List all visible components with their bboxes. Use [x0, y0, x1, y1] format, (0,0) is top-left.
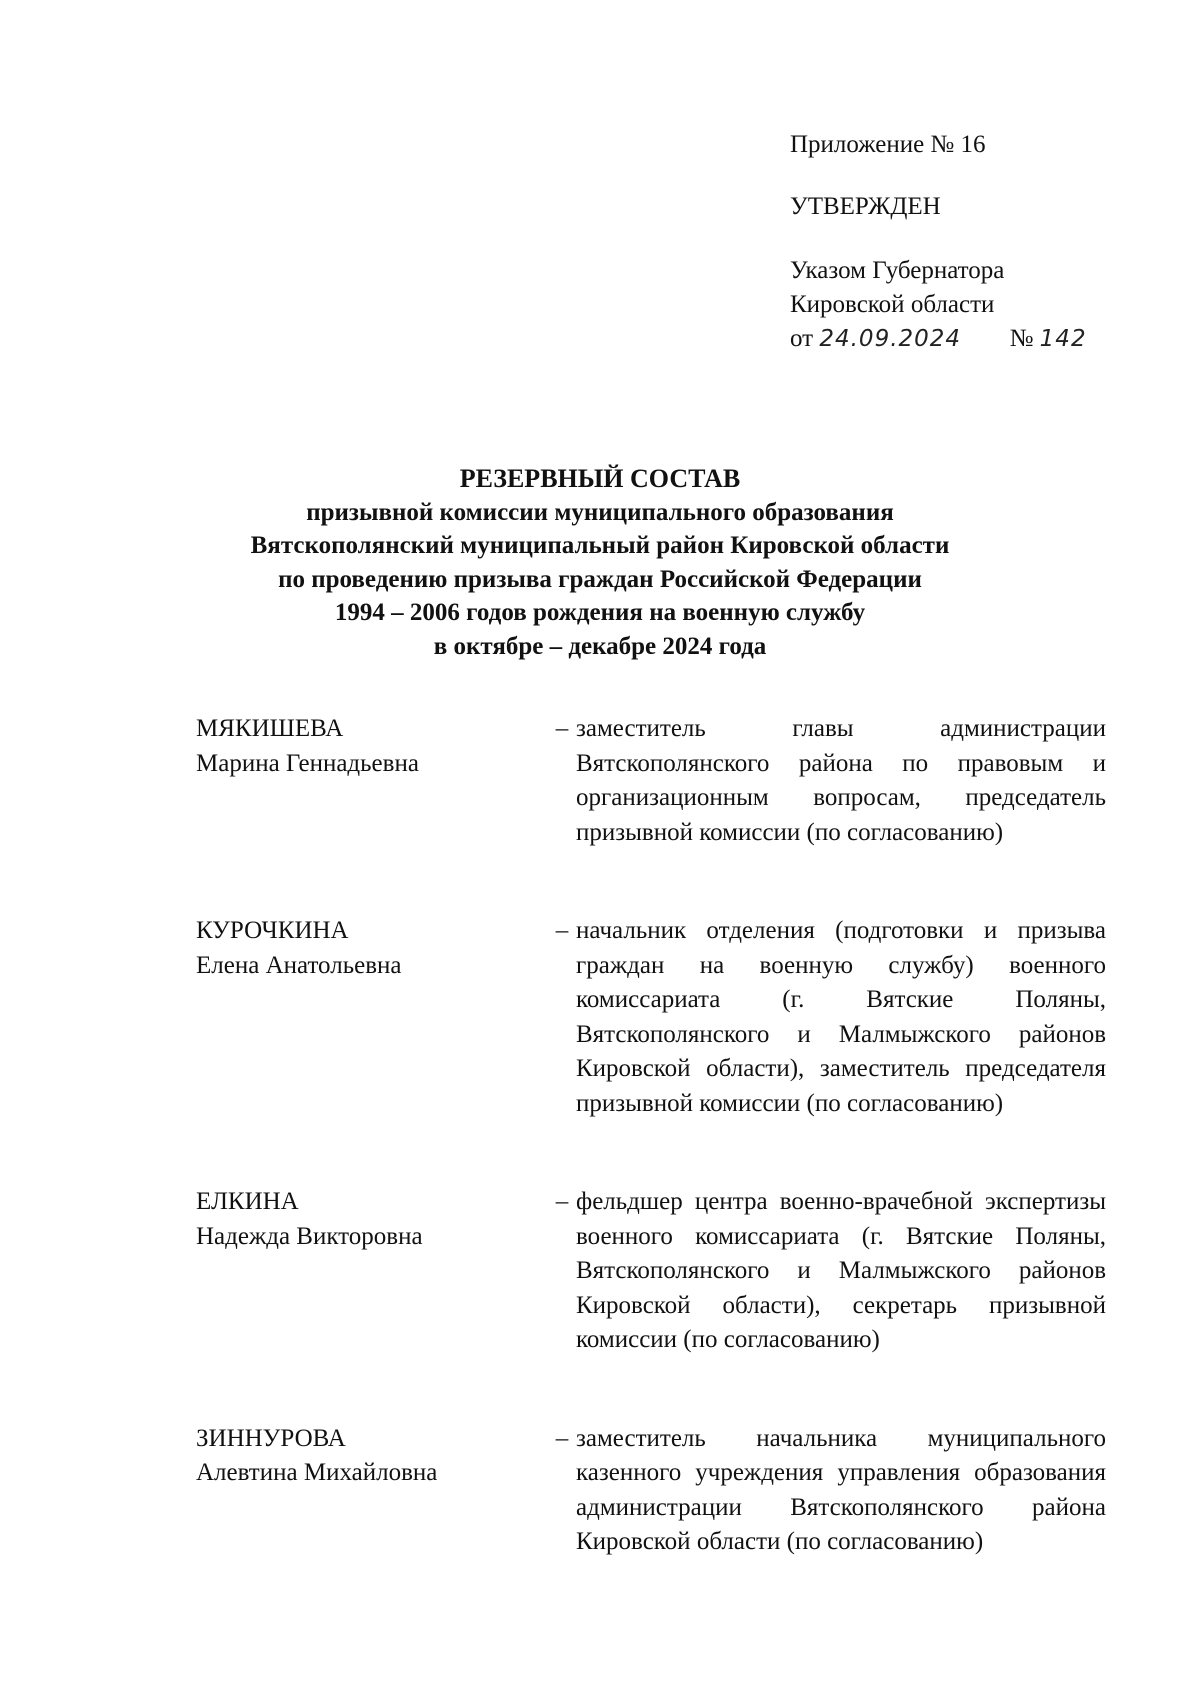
document-title — [150, 462, 1050, 663]
member-dash: – — [555, 1424, 569, 1452]
approval-block — [790, 128, 1170, 356]
member-entry — [196, 1422, 1110, 1560]
member-dash: – — [555, 1188, 569, 1215]
appendix-number: Приложение № 16 — [790, 131, 986, 158]
member-given-names: Марина Геннадьевна — [196, 749, 419, 777]
member-given-names: Елена Анатольевна — [196, 951, 402, 979]
decree-line-1: Указом Губернатора — [790, 257, 1005, 284]
member-dash: – — [555, 715, 569, 742]
number-prefix: № — [1009, 325, 1034, 352]
member-given-names: Надежда Викторовна — [196, 1222, 423, 1250]
title-line-2: Вятскополянский муниципальный район Кировской области — [250, 532, 950, 559]
member-surname: ЕЛКИНА — [196, 1188, 299, 1215]
title-line-1: призывной комиссии муниципального образования — [306, 498, 894, 526]
member-role: начальник отделения (подготовки и призыва граждан на военную службу) военного комиссариата (г. Вятские Поляны, Вятскополянского и Малмыжского районов Кировской области), заместитель председателя призывной комиссии (по согласованию) — [576, 917, 1106, 1117]
member-person — [196, 1185, 548, 1358]
member-person — [196, 914, 548, 1121]
title-line-4: 1994 – 2006 годов рождения на военную службу — [334, 599, 866, 626]
member-surname: ЗИННУРОВА — [196, 1424, 346, 1452]
member-dash: – — [555, 917, 569, 944]
decree-date-line — [790, 322, 1170, 356]
member-role: заместитель начальника муниципального казенного учреждения управления образования администрации Вятскополянского района Кировской области (по согласованию) — [576, 1424, 1106, 1555]
handwritten-number: 142 — [1039, 326, 1087, 352]
member-entry — [196, 914, 1110, 1121]
member-role: заместитель главы администрации Вятскополянского района по правовым и организационным вопросам, председатель призывной комиссии (по согласованию) — [576, 715, 1106, 846]
title-line-5: в октябре – декабре 2024 года — [433, 632, 767, 660]
member-role: фельдшер центра военно-врачебной экспертизы военного комиссариата (г. Вятские Поляны, Вятскополянского и Малмыжского районов Кировской области), секретарь призывной комиссии (по согласованию) — [576, 1188, 1106, 1353]
date-prefix: от — [790, 325, 814, 352]
title-main: РЕЗЕРВНЫЙ СОСТАВ — [459, 464, 741, 493]
members-list — [196, 712, 1110, 1560]
member-entry — [196, 1185, 1110, 1358]
handwritten-date: 24.09.2024 — [819, 326, 962, 352]
member-given-names: Алевтина Михайловна — [196, 1459, 438, 1486]
member-surname: МЯКИШЕВА — [196, 715, 344, 742]
member-person — [196, 1422, 548, 1560]
member-person — [196, 712, 548, 850]
title-line-3: по проведению призыва граждан Российской Федерации — [278, 565, 922, 593]
approved-stamp-text: УТВЕРЖДЕН — [790, 193, 941, 220]
member-entry — [196, 712, 1110, 850]
decree-line-2: Кировской области — [790, 291, 995, 318]
member-surname: КУРОЧКИНА — [196, 917, 349, 944]
